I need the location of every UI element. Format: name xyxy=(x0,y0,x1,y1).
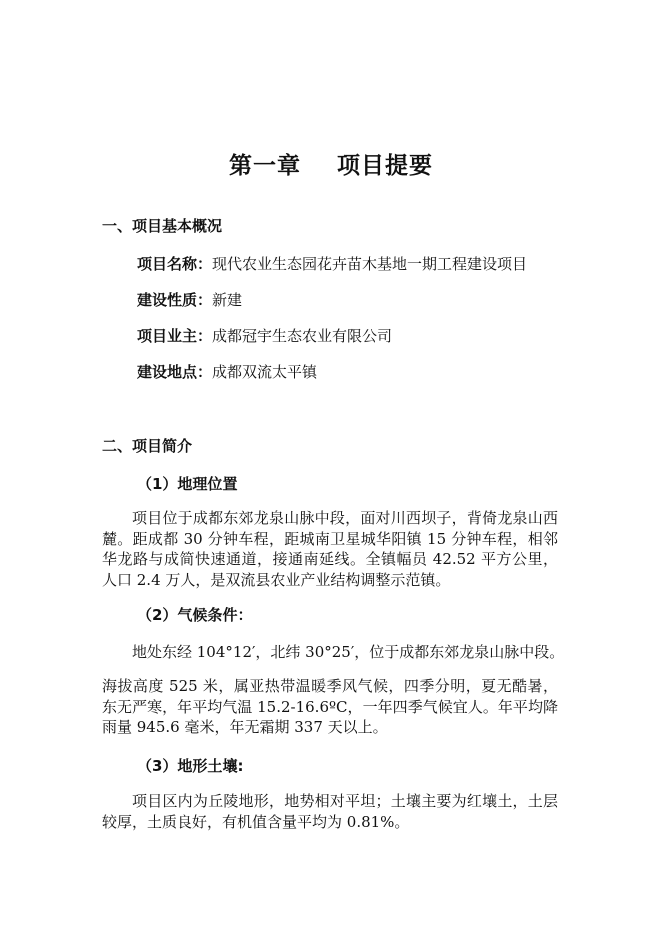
section1-heading: 一、项目基本概况 xyxy=(102,217,223,235)
sub1-heading: （1）地理位置 xyxy=(137,475,238,493)
field-label: 项目业主： xyxy=(137,327,213,345)
chapter-title: 第一章 项目提要 xyxy=(228,153,434,179)
climate-line1: 地处东经 104°12′，北纬 30°25′，位于成都东郊龙泉山脉中段。 xyxy=(132,643,565,661)
field-label: 建设地点： xyxy=(137,363,213,381)
sub3-heading: （3）地形土壤: xyxy=(137,757,244,775)
field-project-owner xyxy=(137,325,392,346)
field-label: 建设性质： xyxy=(137,291,213,309)
geo-paragraph: 项目位于成都东郊龙泉山脉中段，面对川西坝子，背倚龙泉山西麓。距成都 30 分钟车程，距城南卫星城华阳镇 15 分钟车程，相邻华龙路与成简快速通道，接通南延线。全镇幅员 42.52 平方公里，人口 2.4 万人，是双流县农业产业结构调整示范镇。 xyxy=(102,509,558,589)
field-label: 项目名称： xyxy=(137,255,213,273)
field-construction-type xyxy=(137,289,242,310)
field-value: 成都双流太平镇 xyxy=(212,363,318,381)
sub2-heading: （2）气候条件： xyxy=(137,606,253,624)
climate-paragraph: 海拔高度 525 米，属亚热带温暖季风气候，四季分明，夏无酷暑，东无严寒，年平均气温 15.2-16.6ºC，一年四季气候宜人。年平均降雨量 945.6 毫米，年无霜期 337 天以上。 xyxy=(102,677,558,736)
terrain-paragraph: 项目区内为丘陵地形，地势相对平坦；土壤主要为红壤土，土层较厚，土质良好，有机值含量平均为 0.81%。 xyxy=(102,792,558,831)
section2-heading: 二、项目简介 xyxy=(102,437,193,455)
field-value: 新建 xyxy=(212,291,243,309)
field-value: 现代农业生态园花卉苗木基地一期工程建设项目 xyxy=(212,255,528,273)
field-location xyxy=(137,361,317,382)
field-project-name xyxy=(137,253,527,274)
field-value: 成都冠宇生态农业有限公司 xyxy=(212,327,393,345)
